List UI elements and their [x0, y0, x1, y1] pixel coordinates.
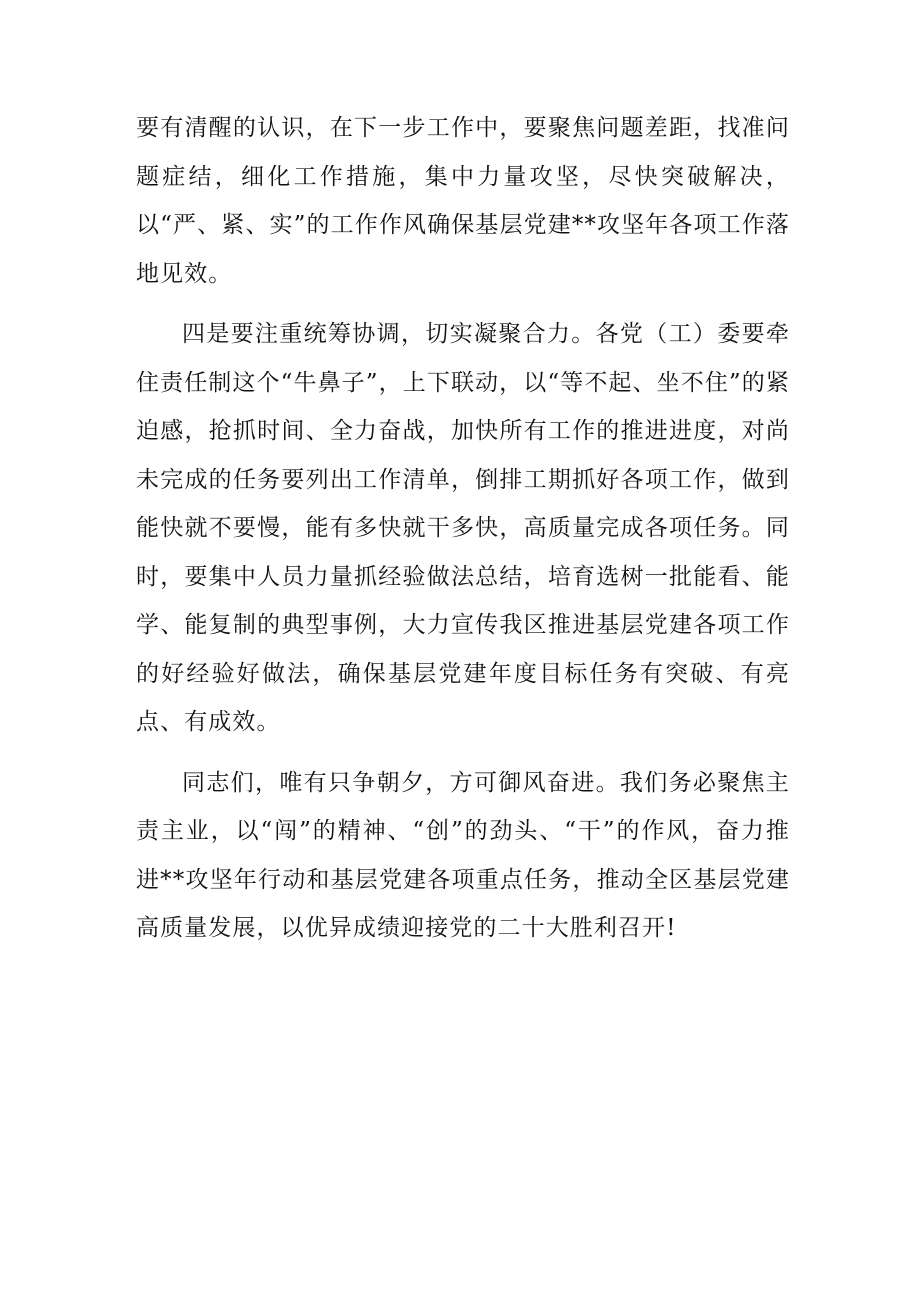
document-body	[136, 104, 790, 953]
paragraph-continuation: 要有清醒的认识，在下一步工作中，要聚焦问题差距，找准问题症结，细化工作措施，集中力量攻坚，尽快突破解决，以“严、紧、实”的工作作风确保基层党建**攻坚年各项工作落地见效。	[136, 115, 790, 287]
paragraph-point-four: 四是要注重统筹协调，切实凝聚合力。各党（工）委要牵住责任制这个“牛鼻子”，上下联动，以“等不起、坐不住”的紧迫感，抢抓时间、全力奋战，加快所有工作的推进进度，对尚未完成的任务要列出工作清单，倒排工期抓好各项工作，做到能快就不要慢，能有多快就干多快，高质量完成各项任务。同时，要集中人员力量抓经验做法总结，培育选树一批能看、能学、能复制的典型事例，大力宣传我区推进基层党建各项工作的好经验好做法，确保基层党建年度目标任务有突破、有亮点、有成效。	[136, 321, 790, 735]
paragraph-closing: 同志们，唯有只争朝夕，方可御风奋进。我们务必聚焦主责主业，以“闯”的精神、“创”的劲头、“干”的作风，奋力推进**攻坚年行动和基层党建各项重点任务，推动全区基层党建高质量发展，以优异成绩迎接党的二十大胜利召开!	[136, 769, 790, 941]
